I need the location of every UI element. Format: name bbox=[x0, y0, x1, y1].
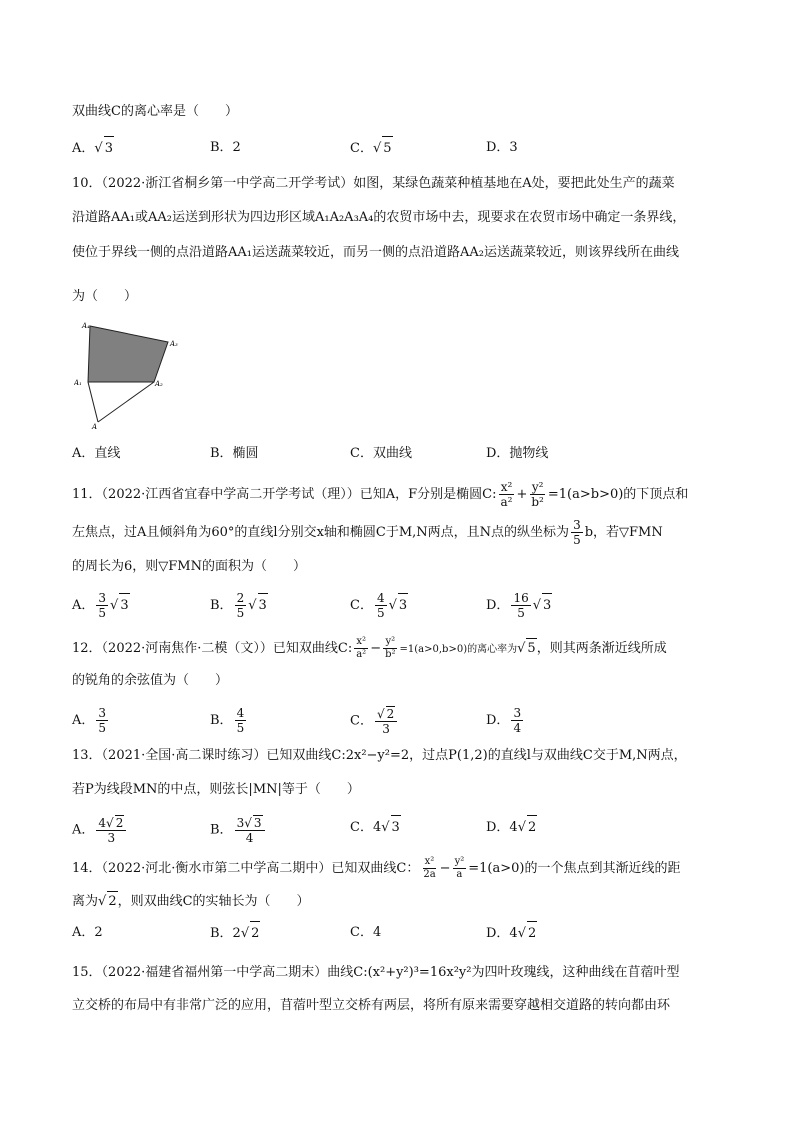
road-aa1 bbox=[88, 382, 98, 422]
q14-option-a: A．2 bbox=[72, 925, 103, 940]
q11-line-3: 的周长为6，则▽FMN的面积为（ ） bbox=[72, 559, 306, 574]
q11-options bbox=[72, 591, 732, 620]
q-prev-options bbox=[72, 136, 732, 160]
q-prev-option-b: B．2 bbox=[210, 140, 241, 155]
q14-options bbox=[72, 921, 732, 945]
q13-option-b: B． $\frac{3√ 3}{4}$ bbox=[210, 815, 267, 845]
road-aa2 bbox=[98, 382, 154, 422]
quadrilateral-figure bbox=[74, 318, 188, 430]
q13-option-d: D．4√ 2 bbox=[486, 815, 537, 840]
q12-option-d: D． $\frac{3}{4}$ bbox=[486, 706, 522, 735]
label-a2: A₂ bbox=[155, 380, 163, 388]
q10-line-4: 为（ ） bbox=[72, 289, 138, 304]
q10-line-1: 10．（2022·浙江省桐乡第一中学高二开学考试）如图，某绿色蔬菜种植基地在A处，要把此处生产的蔬菜 bbox=[72, 176, 675, 191]
q15-line-2: 立交桥的布局中有非常广泛的应用，苜蓿叶型立交桥有两层，将所有原来需要穿越相交道路的转向都由环 bbox=[72, 998, 671, 1013]
q13-line-2: 若P为线段MN的中点，则弦长|MN|等于（ ） bbox=[72, 782, 360, 797]
q10-option-c: C．双曲线 bbox=[350, 446, 412, 461]
q11-line-2: 左焦点，过A且倾斜角为60°的直线l分别交x轴和椭圆C于M,N两点，且N点的纵坐标为 $\frac{3}{5}$ b，若▽FMN bbox=[72, 518, 663, 547]
q10-line-2: 沿道路AA₁或AA₂运送到形状为四边形区域A₁A₂A₃A₄的农贸市场中去，现要求在农贸市场中确定一条界线， bbox=[72, 210, 686, 225]
q12-option-b: B． $\frac{4}{5}$ bbox=[210, 706, 245, 735]
q14-option-d: D．4√ 2 bbox=[486, 921, 537, 946]
q10-option-d: D．抛物线 bbox=[486, 446, 549, 461]
q11-option-d: D． $\frac{16}{5}$ √ 3 bbox=[486, 591, 552, 620]
q10-line-3: 使位于界线一侧的点沿道路AA₁运送蔬菜较近，而另一侧的点沿道路AA₂运送蔬菜较近，则该界线所在曲线 bbox=[72, 245, 679, 260]
q11-option-a: A． $\frac{3}{5}$ √ 3 bbox=[72, 591, 129, 620]
q10-option-a: A．直线 bbox=[72, 446, 121, 461]
q-prev-option-a: A．√ 3 bbox=[72, 136, 114, 161]
q14-option-b: B．2√ 2 bbox=[210, 921, 260, 946]
q10-option-b: B．椭圆 bbox=[210, 446, 259, 461]
q12-option-a: A． $\frac{3}{5}$ bbox=[72, 706, 107, 735]
q-prev-stem: 双曲线C的离心率是（ ） bbox=[72, 104, 238, 119]
q13-option-c: C．4√ 3 bbox=[350, 815, 401, 840]
q13-line-1: 13．（2021·全国·高二课时练习）已知双曲线C:2x²−y²=2，过点P(1,2)的直线l与双曲线C交于M,N两点， bbox=[72, 748, 687, 763]
q11-option-b: B． $\frac{2}{5}$ √ 3 bbox=[210, 591, 267, 620]
q15-line-1: 15．（2022·福建省福州第一中学高二期末）曲线C:(x²+y²)³=16x²y²为四叶玫瑰线，这种曲线在苜蓿叶型 bbox=[72, 965, 680, 980]
market-region bbox=[88, 326, 168, 382]
q10-options bbox=[72, 442, 732, 466]
q-prev-option-c: C．√ 5 bbox=[350, 136, 393, 161]
label-a4: A₄ bbox=[82, 322, 90, 330]
q11-line-1: 11．（2022·江西省宜春中学高二开学考试（理））已知A，F分别是椭圆C: $\frac{\text{x²}}{\text{a²}}$ + $\frac{\text{y²}}{\text{b²}}$ =1(a>b>0)的下顶点和 bbox=[72, 480, 689, 509]
q14-line-2: 离为√ 2，则双曲线C的实轴长为（ ） bbox=[72, 891, 310, 912]
q11-option-c: C． $\frac{4}{5}$ √ 3 bbox=[350, 591, 408, 620]
q14-option-c: C．4 bbox=[350, 925, 382, 940]
q12-line-1: 12．（2022·河南焦作·二模（文））已知双曲线C: $\frac{\text{x²}}{\text{a²}}$ − $\frac{\text{y²}}{\text{b²}}$ =1(a>0,b>0)的离心率为√ 5，则其两条渐近线所成 bbox=[72, 636, 667, 660]
label-a3: A₃ bbox=[170, 340, 178, 348]
q-prev-option-d: D．3 bbox=[486, 140, 518, 155]
q12-option-c: C． $\frac{√ 2}{3}$ bbox=[350, 706, 399, 736]
q13-options bbox=[72, 815, 732, 845]
label-a: A bbox=[92, 423, 98, 430]
q13-option-a: A． $\frac{4√ 2}{3}$ bbox=[72, 815, 128, 845]
q12-options bbox=[72, 706, 732, 736]
q14-line-1: 14．（2022·河北·衡水市第二中学高二期中）已知双曲线C： $\frac{\text{x²}}{2a}$ − $\frac{\text{y²}}{a}$ =1(a>0)的一个焦点到其渐近线的距 bbox=[72, 856, 681, 880]
label-a1: A₁ bbox=[74, 379, 82, 387]
q12-line-2: 的锐角的余弦值为（ ） bbox=[72, 673, 229, 688]
